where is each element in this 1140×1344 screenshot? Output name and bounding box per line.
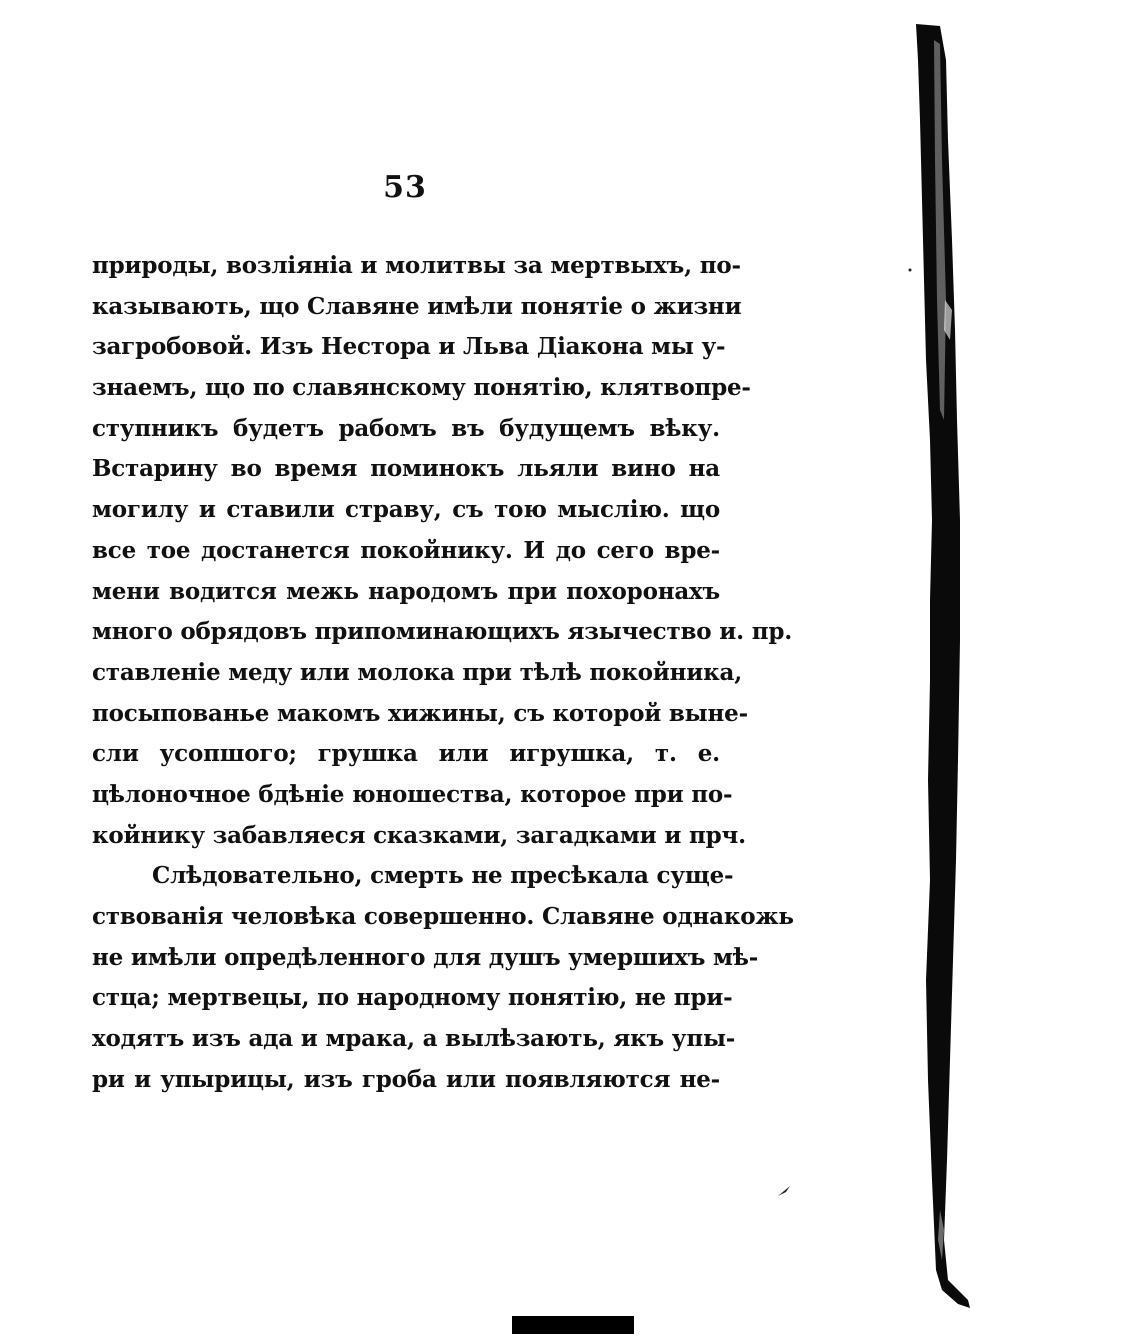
text-line: природы, возліяніа и молитвы за мертвыхъ, по- [92,252,741,279]
text-line: могилу и ставили страву, съ тою мыслію. що [92,496,720,524]
body-text [92,246,794,1100]
text-line: ступникъ будетъ рабомъ въ будущемъ вѣку. [92,414,720,442]
text-line: все тое достанется покойнику. И до сего вре- [92,536,720,564]
text-line: стца; мертвецы, по народному понятію, не при- [92,984,733,1012]
text-line: ходятъ изъ ада и мрака, а вылѣзають, якъ упы- [92,1025,736,1053]
text-line: загробовой. Изъ Нестора и Льва Діакона мы у- [92,333,726,361]
text-line: Встарину во время поминокъ льяли вино на [92,455,720,483]
text-line: мени водится межь народомъ при похоронахъ [92,577,720,605]
bottom-edge-bar [512,1316,634,1334]
text-line: сли усопшого; грушка или игрушка, т. е. [92,740,720,768]
text-line: знаемъ, що по славянскому понятію, клятвопре- [92,374,751,402]
text-line: койнику забавляеся сказками, загадками и прч. [92,821,746,849]
text-line: цѣлоночное бдѣніе юношества, которое при по- [92,780,733,808]
text-line: ставленіе меду или молока при тѣлѣ покойника, [92,658,743,686]
text-line: ри и упырицы, изъ гроба или появляются не- [92,1065,720,1093]
text-line: казывають, що Славяне имѣли понятіе о жизни [92,292,742,320]
text-line: не имѣли опредѣленного для душъ умершихъ мѣ- [92,943,759,971]
text-line: много обрядовъ припоминающихъ язычество и. пр. [92,618,793,646]
text-line: посыпованье макомъ хижины, съ которой выне- [92,699,748,727]
text-line: Слѣдовательно, смерть не пресѣкала суще- [152,862,734,890]
page-number: 53 [383,170,427,205]
text-line: ствованія человѣка совершенно. Славяне однакожь [92,903,794,930]
